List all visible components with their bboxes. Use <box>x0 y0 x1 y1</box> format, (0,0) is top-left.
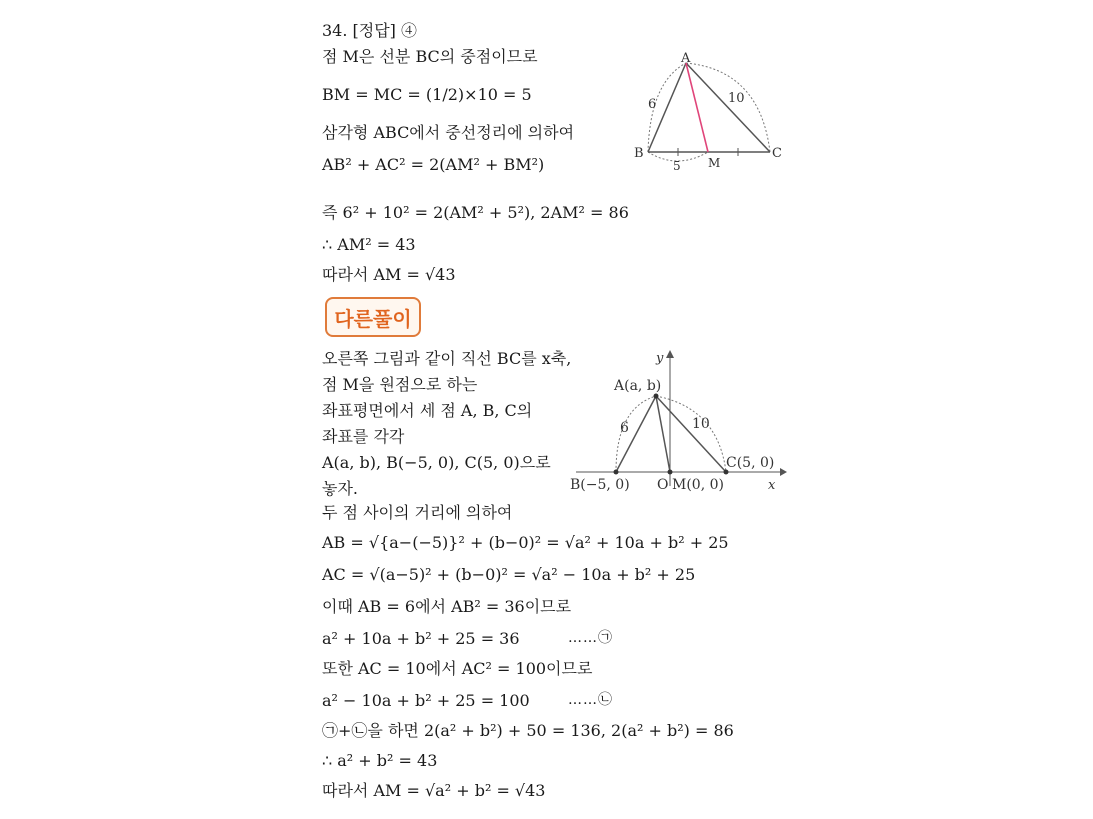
length-ac2: 10 <box>692 416 710 432</box>
y-axis-arrow <box>666 350 674 358</box>
solution-line: 점 M은 선분 BC의 중점이므로 <box>322 47 538 66</box>
alt-line: a² − 10a + b² + 25 = 100 <box>322 691 530 710</box>
median-am <box>686 63 708 152</box>
label-c2: C(5, 0) <box>726 455 775 471</box>
label-a2: A(a, b) <box>614 378 662 394</box>
label-m: M <box>708 156 721 170</box>
coordinate-figure <box>568 346 788 496</box>
label-b: B <box>634 146 644 161</box>
alt-line: ㉠+㉡을 하면 2(a² + b²) + 50 = 136, 2(a² + b²) = 86 <box>322 721 734 740</box>
solution-line: 따라서 AM = √43 <box>322 265 456 284</box>
length-bm: 5 <box>673 159 681 173</box>
length-ab2: 6 <box>620 420 629 436</box>
solution-line: AB² + AC² = 2(AM² + BM²) <box>322 155 545 174</box>
point-a <box>654 394 659 399</box>
alt-line: 좌표평면에서 세 점 A, B, C의 <box>322 401 533 420</box>
point-b <box>614 470 619 475</box>
alt-line: 점 M을 원점으로 하는 <box>322 375 478 394</box>
answer-header: 34. [정답] ④ <box>322 21 418 40</box>
alt-line: A(a, b), B(−5, 0), C(5, 0)으로 <box>322 453 551 472</box>
alt-line: 또한 AC = 10에서 AC² = 100이므로 <box>322 659 593 678</box>
solution-line: BM = MC = (1/2)×10 = 5 <box>322 85 532 104</box>
triangle-figure <box>630 52 790 176</box>
alt-line: AC = √(a−5)² + (b−0)² = √a² − 10a + b² + 25 <box>322 565 696 584</box>
label-c: C <box>772 146 782 161</box>
x-axis-arrow <box>780 468 787 476</box>
equation-mark-2: ……㉡ <box>568 692 613 708</box>
solution-line: 삼각형 ABC에서 중선정리에 의하여 <box>322 123 575 142</box>
alt-line: 이때 AB = 6에서 AB² = 36이므로 <box>322 597 572 616</box>
alt-solution-badge: 다른풀이 <box>325 297 421 337</box>
label-y: y <box>656 351 664 366</box>
alt-line: 따라서 AM = √a² + b² = √43 <box>322 781 546 800</box>
alt-line: 좌표를 각각 <box>322 427 405 446</box>
point-m <box>668 470 673 475</box>
equation-mark-1: ……㉠ <box>568 630 613 646</box>
alt-line: a² + 10a + b² + 25 = 36 <box>322 629 520 648</box>
solution-line: 즉 6² + 10² = 2(AM² + 5²), 2AM² = 86 <box>322 203 629 222</box>
solution-line: ∴ AM² = 43 <box>322 235 416 254</box>
length-ac: 10 <box>728 91 745 106</box>
alt-line: AB = √{a−(−5)}² + (b−0)² = √a² + 10a + b² + 25 <box>322 533 729 552</box>
label-a: A <box>681 52 691 66</box>
alt-line: 놓자. <box>322 479 358 498</box>
label-o: O <box>657 477 669 493</box>
label-b2: B(−5, 0) <box>570 477 630 493</box>
label-x: x <box>768 478 776 493</box>
seg-am <box>656 396 670 472</box>
length-ab: 6 <box>648 97 657 112</box>
label-m2: M(0, 0) <box>672 477 724 493</box>
alt-line: 오른쪽 그림과 같이 직선 BC를 x축, <box>322 349 572 368</box>
alt-line: ∴ a² + b² = 43 <box>322 751 438 770</box>
alt-line: 두 점 사이의 거리에 의하여 <box>322 503 513 522</box>
seg-ac <box>656 396 726 472</box>
